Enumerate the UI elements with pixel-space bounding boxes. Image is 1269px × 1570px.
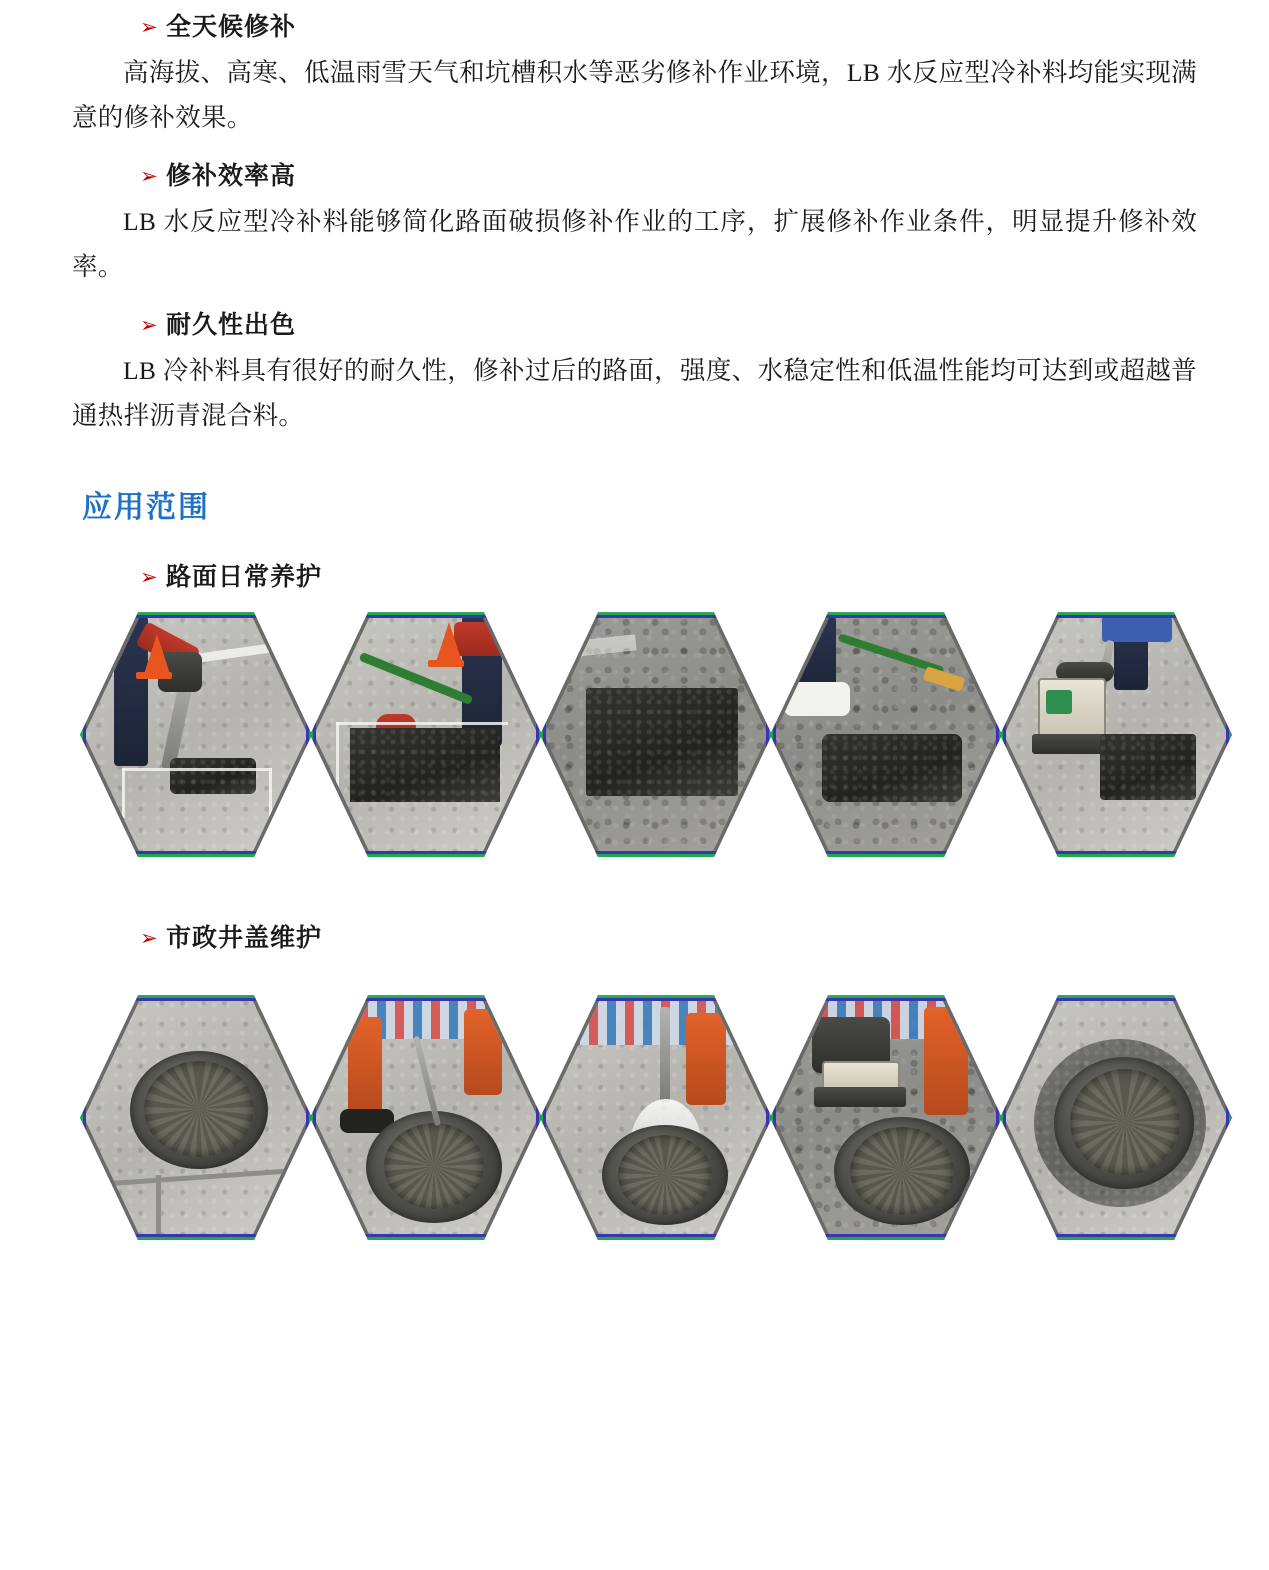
gallery-photo-finished-manhole bbox=[1000, 995, 1232, 1240]
feature-paragraph-2: LB 水反应型冷补料能够简化路面破损修补作业的工序，扩展修补作业条件，明显提升修补效率。 bbox=[72, 206, 1197, 282]
photo-inner bbox=[544, 616, 768, 853]
photo-inner bbox=[84, 616, 308, 853]
photo-image bbox=[774, 999, 998, 1236]
manhole-maintenance-gallery bbox=[72, 995, 1197, 1240]
photo-image bbox=[544, 999, 768, 1236]
photo-inner bbox=[314, 999, 538, 1236]
photo-image bbox=[1004, 999, 1228, 1236]
feature-title-2: 修补效率高 bbox=[166, 160, 297, 190]
photo-image bbox=[774, 616, 998, 853]
gallery-photo-watering bbox=[540, 995, 772, 1240]
subsection-heading-manhole-maintenance bbox=[72, 921, 1197, 955]
gallery-photo-spray-patch bbox=[310, 612, 542, 857]
gallery-photo-black-patch bbox=[540, 612, 772, 857]
gallery-photo-smoothing bbox=[770, 612, 1002, 857]
feature-title-1: 全天候修补 bbox=[166, 12, 297, 41]
photo-inner bbox=[314, 616, 538, 853]
photo-image bbox=[314, 999, 538, 1236]
gallery-photo-jackhammer bbox=[80, 612, 312, 857]
arrow-bullet-icon: ➢ bbox=[140, 926, 158, 951]
photo-image bbox=[84, 999, 308, 1236]
gallery-photo-excavate-manhole bbox=[310, 995, 542, 1240]
feature-heading-2 bbox=[72, 159, 1197, 193]
photo-inner bbox=[774, 616, 998, 853]
feature-paragraph-3: LB 冷补料具有很好的耐久性，修补过后的路面，强度、水稳定性和低温性能均可达到或超越普通热拌沥青混合料。 bbox=[72, 355, 1197, 430]
arrow-bullet-icon: ➢ bbox=[140, 15, 158, 39]
feature-title-3: 耐久性出色 bbox=[166, 309, 297, 339]
photo-image bbox=[314, 616, 538, 853]
feature-paragraph-1: 高海拔、高寒、低温雨雪天气和坑槽积水等恶劣修补作业环境，LB 水反应型冷补料均能实现满意的修补效果。 bbox=[72, 58, 1197, 133]
gallery-photo-plate-compactor bbox=[1000, 612, 1232, 857]
gallery-photo-compact-manhole bbox=[770, 995, 1002, 1240]
subsection-heading-road-maintenance bbox=[72, 560, 1197, 594]
photo-inner bbox=[1004, 616, 1228, 853]
arrow-bullet-icon: ➢ bbox=[140, 163, 158, 188]
photo-inner bbox=[774, 999, 998, 1236]
section-title-application-scope: 应用范围 bbox=[82, 490, 210, 526]
photo-inner bbox=[544, 999, 768, 1236]
feature-heading-1 bbox=[72, 10, 1197, 44]
subsection-title-1: 路面日常养护 bbox=[166, 562, 323, 592]
photo-image bbox=[84, 616, 308, 853]
arrow-bullet-icon: ➢ bbox=[140, 312, 158, 337]
photo-inner bbox=[84, 999, 308, 1236]
photo-image bbox=[1004, 616, 1228, 853]
feature-heading-3 bbox=[72, 308, 1197, 342]
photo-inner bbox=[1004, 999, 1228, 1236]
gallery-photo-damaged-manhole bbox=[80, 995, 312, 1240]
road-maintenance-gallery bbox=[72, 612, 1197, 857]
photo-image bbox=[544, 616, 768, 853]
subsection-title-2: 市政井盖维护 bbox=[166, 923, 323, 953]
arrow-bullet-icon: ➢ bbox=[140, 565, 158, 590]
